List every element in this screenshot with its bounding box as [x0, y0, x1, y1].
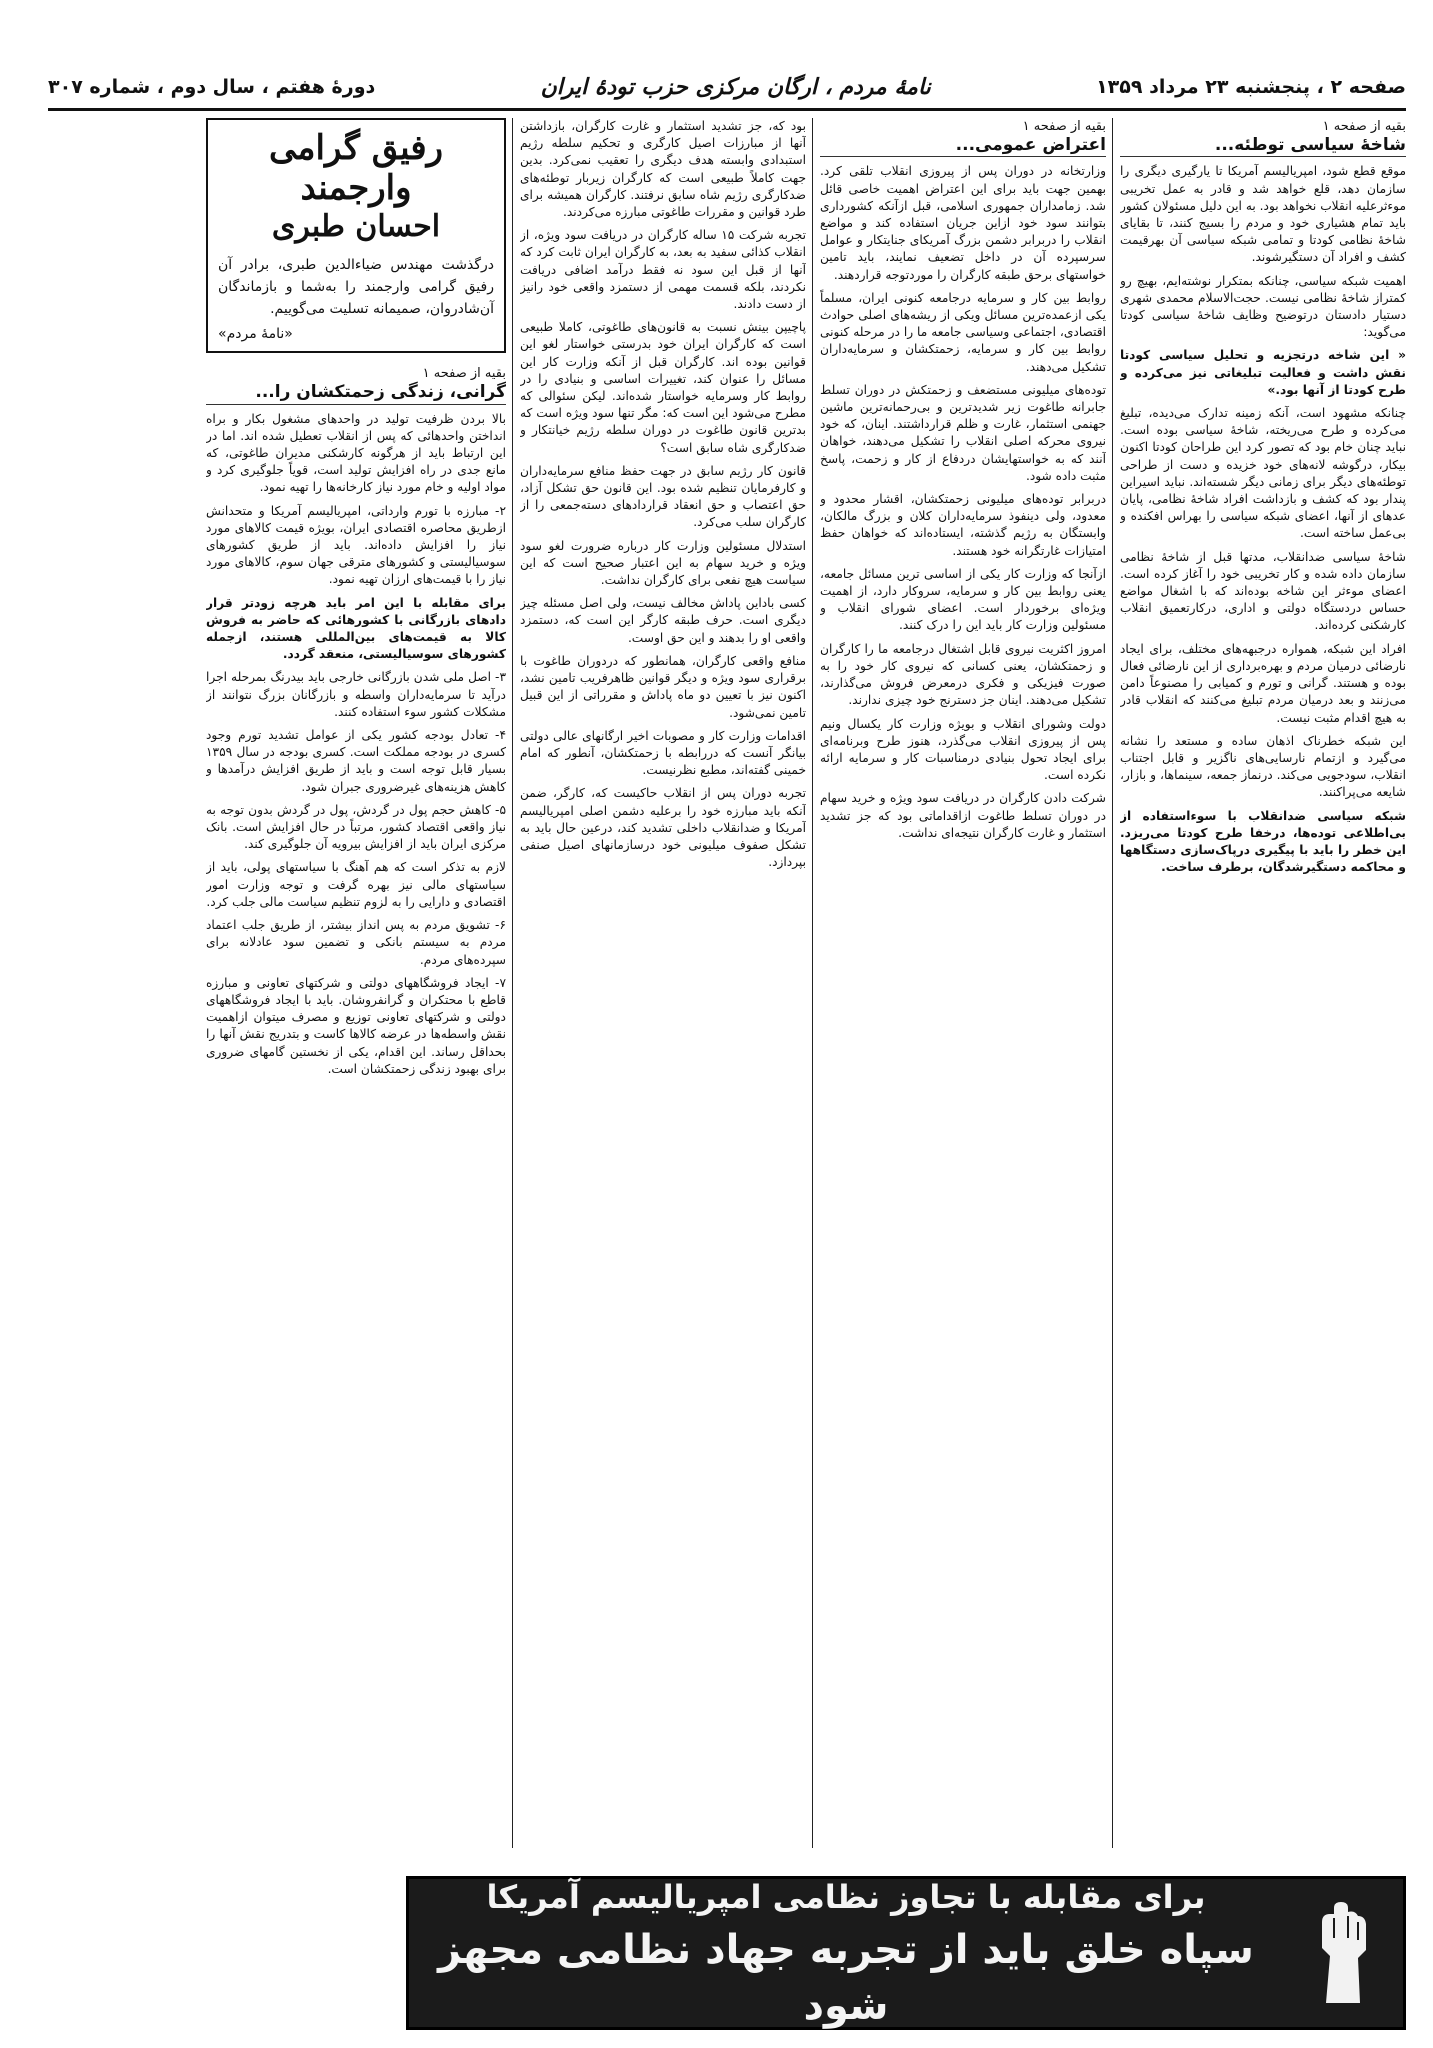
paragraph: لازم به تذکر است که هم آهنگ با سیاستهای پولی، باید از سیاستهای مالی نیز بهره گرفت و توجه وزارت امور اقتصادی و دارایی را به لزوم تنظیم سیاست مالی جلب کرد. — [206, 860, 506, 909]
paragraph: منافع واقعی کارگران، همانطور که دردوران طاغوت با برقراری سود ویژه و دیگر قوانین ظاهرفریب تامین نشد، اکنون نیز با تعیین دو ماه پاداش و مقرراتی از این قبیل تامین نمی‌شود. — [520, 653, 806, 720]
condolence-message: درگذشت مهندس ضیاءالدین طبری، برادر آن رفیق گرامی وارجمند را به‌شما و بازماندگان آن‌شادروان، صمیمانه تسلیت می‌گوییم. — [218, 257, 494, 317]
date-line: صفحه ۲ ، پنجشنبه ۲۳ مرداد ۱۳۵۹ — [1096, 76, 1406, 98]
newspaper-page — [48, 0, 1406, 2048]
article-general-protest — [820, 118, 1106, 2028]
left-column — [206, 118, 506, 2028]
condolence-box — [206, 118, 506, 353]
article-headline: شاخهٔ سیاسی توطئه... — [1120, 137, 1406, 157]
article-body — [520, 118, 806, 871]
banner-line-2: سپاه خلق باید از تجربه جهاد نظامی مجهز شود — [438, 1927, 1254, 2029]
paragraph: شبکه سیاسی ضدانقلاب با سوءاستفاده از بی‌اطلاعی توده‌ها، درخفا طرح کودتا می‌ریزد. این خطر را باید با پیگیری درپاک‌سازی دستگاهها و محاکمه دستگیرشدگان، برطرف ساخت. — [1120, 808, 1406, 875]
condolence-signature: «نامهٔ مردم» — [218, 326, 293, 342]
masthead: نامهٔ مردم ، ارگان مرکزی حزب تودهٔ ایران — [540, 74, 931, 100]
paragraph: چنانکه مشهود است، آنکه زمینه تدارک می‌دیده، تبلیغ می‌کرده و طرح می‌ریخته، شاخهٔ سیاسی بوده است. نباید چنان خام بود که تصور کرد این طراحان کودتا اکنون بیکار، درگوشه لانه‌های خود خزیده و دست از طراحی توطئه‌های دیگر برای زمانی دیگر شسته‌اند. نباید اسیراین پندار بود که کشف و بازداشت افراد شاخهٔ نظامی، پایان عدهای از آنها، اعضای شبکه سیاسی را بهراس افکنده و بی‌عمل ساخته است. — [1120, 406, 1406, 541]
issue-line: دورهٔ هفتم ، سال دوم ، شماره ۳۰۷ — [48, 76, 376, 98]
condolence-title: رفیق گرامی وارجمند — [268, 128, 444, 208]
paragraph: ۷- ایجاد فروشگاههای دولتی و شرکتهای تعاونی و مبارزه قاطع با محتکران و گرانفروشان. باید با ایجاد فروشگاههای دولتی و شرکتهای تعاونی توزیع و مصرف میتوان ازاهمیت نقش واسطه‌ها در عرضه کالاها کاست و بتدریج نقش آنها را بحداقل رساند. این اقدام، یکی از نخستین گامهای ضروری برای بهبود زندگی زحمتکشان است. — [206, 975, 506, 1076]
slogan-banner — [406, 1876, 1406, 2030]
continuation-label: بقیه از صفحه ۱ — [422, 366, 506, 382]
paragraph: ۶- تشویق مردم به پس انداز بیشتر، از طریق جلب اعتماد مردم به سیستم بانکی و تضمین سود عادلانه برای سپرده‌های مردم. — [206, 918, 506, 967]
column-rule — [512, 118, 513, 1848]
article-headline: گرانی، زندگی زحمتکشان را... — [206, 384, 506, 404]
paragraph: ۳- اصل ملی شدن بازرگانی خارجی باید بیدرنگ بمرحله اجرا درآید تا سرمایه‌داران واسطه و بازرگانان بزرگ نتوانند از مشکلات کشور سوء استفاده کنند. — [206, 670, 506, 719]
column-rule — [812, 118, 813, 1848]
paragraph: اهمیت شبکه سیاسی، چنانکه بمتکرار نوشته‌ایم، بهیچ رو کمتراز شاخهٔ نظامی نیست. حجت‌الاسلام محمدی شهری دستیار دادستان درتوضیح وظایف شاخهٔ سیاسی کودتا می‌گوید: — [1120, 273, 1406, 340]
continuation-label: بقیه از صفحه ۱ — [1322, 119, 1406, 134]
paragraph: ۵- کاهش حجم پول در گردش، پول در گردش بدون توجه به نیاز واقعی اقتصاد کشور، مرتباً در حال افزایش است. بانک مرکزی ایران باید از افزایش بیرویه آن جلوگیری کند. — [206, 802, 506, 852]
paragraph: بالا بردن ظرفیت تولید در واحدهای مشغول بکار و براه انداختن واحدهائی که پس از انقلاب تعطیل شده اند. اما در این ارتباط باید از هرگونه کارشکنی مدیران طاغوتی، که مانع جدی در راه افزایش تولید است، قویاً جلوگیری کرد و مواد اولیه و خام مورد نیاز کارخانه‌ها را تهیه نمود. — [206, 411, 506, 495]
paragraph: افراد این شبکه، همواره درجبهه‌های مختلف، برای ایجاد نارضائی درمیان مردم و بهره‌برداری از این نارضائی فعال بوده و هستند. گرانی و تورم و کمیابی را مصنوعاً دامن می‌زنند و بعد درمیان مردم تبلیغ می‌کنند که انقلاب قادر به هیچ اقدام مثبت نیست. — [1120, 641, 1406, 725]
paragraph: روابط بین کار و سرمایه درجامعه کنونی ایران، مسلماً یکی ازعمده‌ترین مسائل ویکی از ریشه‌های اصلی حوادث اقتصادی، اجتماعی وسیاسی جامعه ما را در مرحله کنونی روابط بین کار و سرمایه، زحمتکشان و سرمایه‌داران تشکیل می‌دهند. — [820, 290, 1106, 374]
paragraph: قانون کار رژیم سابق در جهت حفظ منافع سرمایه‌داران و کارفرمایان تنظیم شده بود. این قانون حق تشکل آزاد، حق اعتصاب و حق انعقاد قراردادهای دسته‌جمعی را از کارگران سلب می‌کرد. — [520, 463, 806, 530]
paragraph: تجربه دوران پس از انقلاب حاکیست که، کارگر، ضمن آنکه باید مبارزه خود را برعلیه دشمن اصلی امپریالیسم آمریکا و ضدانقلاب داخلی تشدید کند، درعین حال باید به تشکل صفوف میلیونی خود درسازمانهای اصیل صنفی بپردازد. — [520, 786, 806, 870]
article-political-branch — [1120, 118, 1406, 2028]
article-continuation — [520, 118, 806, 2028]
quote-paragraph: « این شاخه درتجزیه و تحلیل سیاسی کودتا نقش داشت و فعالیت تبلیغاتی نیز می‌کرده و طرح کودتا از آنها بود.» — [1120, 348, 1406, 397]
column-rule — [1112, 118, 1113, 1848]
condolence-name: احسان طبری — [271, 209, 441, 244]
paragraph: این شبکه خطرناک اذهان ساده و مستعد را نشانه می‌گیرد و ازتمام نارسایی‌های ناگزیر و قابل اجتناب انقلاب، سودجویی می‌کند. درنماز جمعه، سینماها، و بازار، شایعه می‌پراکنند. — [1120, 733, 1406, 800]
paragraph: ۲- مبارزه با تورم وارداتی، امپریالیسم آمریکا و متحدانش ازطریق محاصره اقتصادی ایران، بویژه قیمت کالاهای مورد نیاز را افزایش داده‌اند. باید از طریق کشورهای سوسیالیستی و کشورهای مترقی جهان سوم، کالاهای مورد نیاز را با قیمت‌های ارزان تهیه نمود. — [206, 503, 506, 587]
raised-fist-icon — [1283, 1883, 1403, 2023]
paragraph: تجربه شرکت ۱۵ ساله کارگران در دریافت سود ویژه، از انقلاب کذائی سفید به بعد، به کارگران ایران ثابت کرد که آنها از قبل این سود نه فقط درآمد اضافی دریافت نکردند، بلکه قسمت مهمی از دستمزد واقعی خود رانیز از دست دادند. — [520, 228, 806, 312]
article-headline: اعتراض عمومی... — [820, 137, 1106, 157]
paragraph: ازآنجا که وزارت کار یکی از اساسی ترین مسائل جامعه، یعنی روابط بین کار و سرمایه، سروکار دارد، از اهمیت ویژه‌ای برخوردار است. اعضای شورای انقلاب و مسئولین وزارت کار باید این را درک کنند. — [820, 566, 1106, 633]
paragraph: دولت وشورای انقلاب و بویژه وزارت کار یکسال ونیم پس از پیروزی انقلاب می‌گذرد، هنوز طرح وبرنامه‌ای برای ایجاد تحول بنیادی درمناسبات کار و سرمایه ارائه نکرده است. — [820, 716, 1106, 783]
paragraph: برای مقابله با این امر باید هرچه زودتر قرار دادهای بازرگانی با کشورهائی که حاضر به فروش کالا به قیمت‌های بین‌المللی هستند، ازجمله کشورهای سوسیالیستی، منعقد گردد. — [206, 595, 506, 662]
article-body — [820, 163, 1106, 842]
paragraph: کسی باداین پاداش مخالف نیست، ولی اصل مسئله چیز دیگری است. حرف طبقه کارگر این است که، دستمزد واقعی او را بدهند و این حق اوست. — [520, 596, 806, 645]
article-body — [206, 411, 506, 1078]
paragraph: توده‌های میلیونی مستضعف و زحمتکش در دوران تسلط جابرانه طاغوت زیر شدیدترین و بی‌رحمانه‌ترین ماشین جهنمی استثمار، غارت و ظلم قرارداشتند. اینان، که خود نیروی محرکه اصلی انقلاب را تشکیل می‌دهند، خواهان آنند که به خواستهایشان دردفاع از کار و زحمت، پاسخ مثبت داده شود. — [820, 382, 1106, 483]
banner-line-1: برای مقابله با تجاوز نظامی امپریالیسم آمریکا — [486, 1878, 1206, 1916]
paragraph: بود که، جز تشدید استثمار و غارت کارگران، بازداشتن آنها از مبارزات اصیل کارگری و تحکیم سلطه رژیم استبدادی وابسته هدف دیگری را تعقیب نمی‌کرد. بدین جهت کاملاً طبیعی است که کارگران زیربار توطئه‌های ضدکارگری رژیم شاه سابق نرفتند. کارگران همیشه برای طرد قوانین و مقررات طاغوتی مبارزه می‌کردند. — [520, 119, 806, 220]
paragraph: شرکت دادن کارگران در دریافت سود ویژه و خرید سهام در دوران تسلط طاغوت ازاقداماتی بود که جز تشدید استثمار و غارت کارگران نتیجه‌ای نداشت. — [820, 791, 1106, 840]
paragraph: امروز اکثریت نیروی قابل اشتغال درجامعه ما را کارگران و زحمتکشان، یعنی کسانی که نیروی کار خود را به صورت فیزیکی و فکری درمعرض فروش می‌گذارند، تشکیل می‌دهند. اینان جز دسترنج خود چیزی ندارند. — [820, 641, 1106, 708]
paragraph: موقع قطع شود، امپریالیسم آمریکا تا یارگیری دیگری را سازمان دهد، قلع خواهد شد و قادر به عمل تخریبی موءثرعلیه انقلاب نخواهد بود. به این دلیل مسئولان کشور باید تمام هشیاری خود و مردم را بسیج کنند، تا بقایای شاخهٔ نظامی کودتا و تمامی شبکه سیاسی آن بهرقیمت کشف و افراد آن دستگیرشوند. — [1120, 164, 1406, 265]
paragraph: شاخهٔ سیاسی ضدانقلاب، مدتها قبل از شاخهٔ نظامی سازمان داده شده و کار تخریبی خود را آغاز کرده است. اعضای موءثر این شاخه بوده‌اند که با اشغال مواضع حساس دردستگاه دولتی و اداری، درکارتعمیق انقلاب کارشکنی کرده‌اند. — [1120, 549, 1406, 633]
page-header — [48, 66, 1406, 111]
paragraph: ۴- تعادل بودجه کشور یکی از عوامل تشدید تورم وجود کسری در بودجه مملکت است. کسری بودجه در سال ۱۳۵۹ بسیار قابل توجه است و باید از طریق افزایش درآمدها و کاهش هزینه‌های غیرضروری جبران شود. — [206, 728, 506, 794]
article-body — [1120, 163, 1406, 876]
continuation-label: بقیه از صفحه ۱ — [1022, 119, 1106, 134]
paragraph: وزارتخانه در دوران پس از پیروزی انقلاب تلقی کرد. بهمین جهت باید برای این اعتراض اهمیت خاصی قائل شد. زمامداران جمهوری اسلامی، قبل ازآنکه کشورداری بتوانند سود خود ازاین جریان استفاده کند و مواضع انقلاب را دربرابر دشمن بزرگ آمریکای جنایتکار و عوامل سرسپرده آن در داخل تضعیف نمایند، باید تامین خواستهای برحق طبقه کارگران را موردتوجه قراردهند. — [820, 164, 1106, 282]
paragraph: دربرابر توده‌های میلیونی زحمتکشان، اقشار محدود و معدود، ولی دینفوذ سرمایه‌داران کلان و بزرگ مالکان، وابستگان به رژیم گذشته، ایستاده‌اند که خواهان حفظ امتیازات غارتگرانه خود هستند. — [820, 492, 1106, 558]
paragraph: اقدامات وزارت کار و مصوبات اخیر ارگانهای عالی دولتی بیانگر آنست که دررابطه با زحمتکشان، آنطور که امام خمینی گفته‌اند، مطبع نظرنیست. — [520, 728, 806, 778]
paragraph: پاچیپن بینش نسبت به قانون‌های طاغوتی، کاملا طبیعی است که کارگران ایران خود بدرستی خواستار لغو این قوانین بوده اند. کارگران قبل از آنکه وزارت کار این مسائل را عنوان کند، تغییرات اساسی و بنیادی را در روابط کار وسرمایه خواستار شده‌اند. لیکن سئوالی که مطرح می‌شود این است که: مگر تنها سود ویژه است که بدترین قانون طاغوت در دوران سلطه رژیم خیانتکار و ضدکارگری شاه سابق است؟ — [520, 320, 806, 455]
paragraph: استدلال مسئولین وزارت کار درباره ضرورت لغو سود ویژه و خرید سهام به این اعتبار صحیح است که این سیاست هیچ نفعی برای کارگران نداشت. — [520, 538, 806, 588]
